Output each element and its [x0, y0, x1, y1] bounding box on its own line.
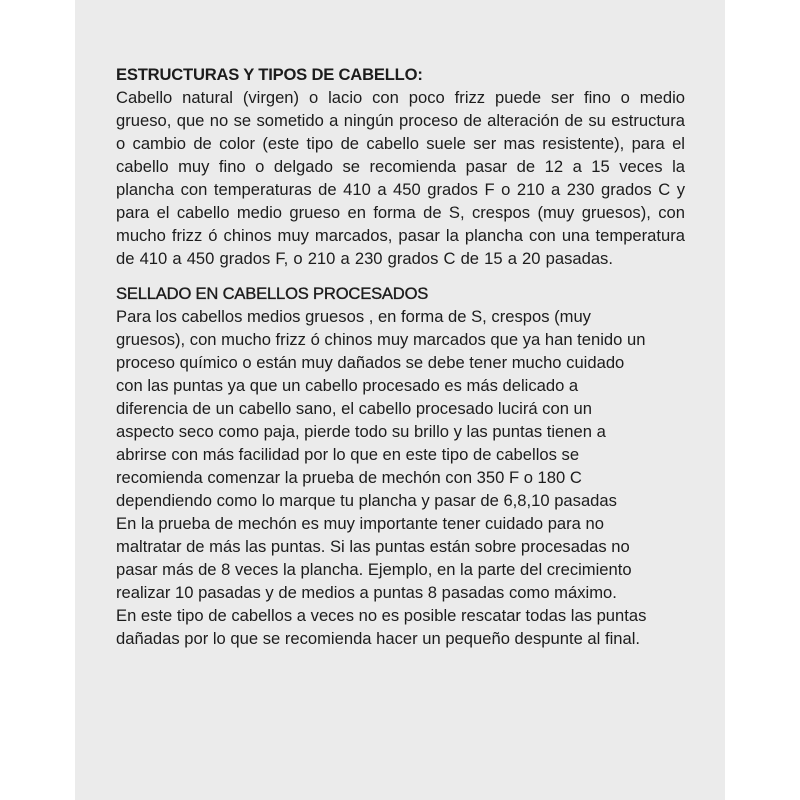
section-paragraph: [116, 305, 685, 650]
document-page: [75, 0, 725, 800]
text-line: diferencia de un cabello sano, el cabello procesado lucirá con un: [116, 399, 593, 418]
section-sealing-processed-hair: [116, 282, 685, 650]
text-line: proceso químico o están muy dañados se debe tener mucho cuidado: [116, 353, 625, 372]
document-content: [116, 63, 685, 650]
section-paragraph: Cabello natural (virgen) o lacio con poco frizz puede ser fino o medio grueso, que no se sometido a ningún proceso de alteración de su estructura o cambio de color (este tipo de cabello suele ser mas resistente), para el cabello muy fino o delgado se recomienda pasar de 12 a 15 veces la plancha con temperaturas de 410 a 450 grados F o 210 a 230 grados C y para el cabello medio grueso en forma de S, crespos (muy gruesos), con mucho frizz ó chinos muy marcados, pasar la plancha con una temperatura de 410 a 450 grados F, o 210 a 230 grados C de 15 a 20 pasadas.: [116, 88, 685, 268]
text-line: realizar 10 pasadas y de medios a puntas 8 pasadas como máximo.: [116, 583, 617, 602]
text-line: aspecto seco como paja, pierde todo su brillo y las puntas tienen a: [116, 422, 606, 441]
text-line: Para los cabellos medios gruesos , en forma de S, crespos (muy: [116, 307, 591, 326]
text-line: En este tipo de cabellos a veces no es posible rescatar todas las puntas: [116, 606, 647, 625]
section-heading: SELLADO EN CABELLOS PROCESADOS: [116, 284, 429, 303]
section-heading: ESTRUCTURAS Y TIPOS DE CABELLO:: [116, 65, 423, 84]
text-line: maltratar de más las puntas. Si las puntas están sobre procesadas no: [116, 537, 630, 556]
text-line: pasar más de 8 veces la plancha. Ejemplo, en la parte del crecimiento: [116, 560, 632, 579]
text-line: con las puntas ya que un cabello procesado es más delicado a: [116, 376, 579, 395]
text-line: abrirse con más facilidad por lo que en este tipo de cabellos se: [116, 445, 580, 464]
section-hair-structures: [116, 63, 685, 270]
text-line: dependiendo como lo marque tu plancha y pasar de 6,8,10 pasadas: [116, 491, 617, 510]
text-line: dañadas por lo que se recomienda hacer un pequeño despunte al final.: [116, 629, 641, 648]
text-line: recomienda comenzar la prueba de mechón con 350 F o 180 C: [116, 468, 582, 487]
text-line: gruesos), con mucho frizz ó chinos muy marcados que ya han tenido un: [116, 330, 646, 349]
text-line: En la prueba de mechón es muy importante tener cuidado para no: [116, 514, 604, 533]
